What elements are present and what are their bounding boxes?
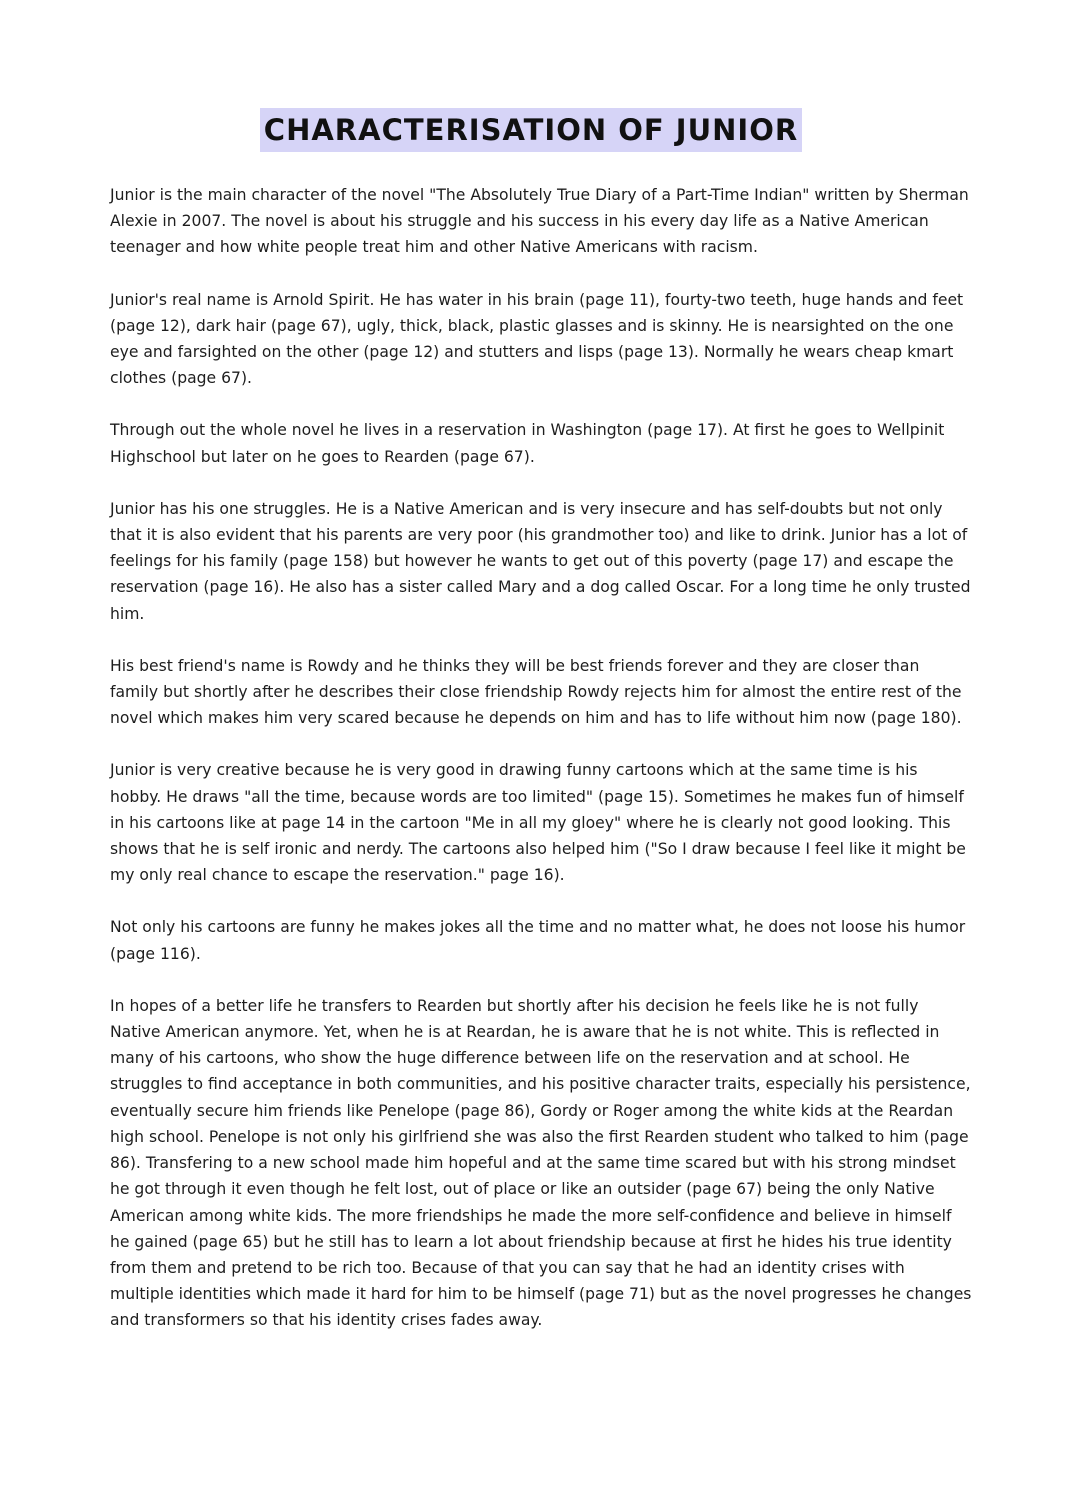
page-title: CHARACTERISATION OF JUNIOR	[260, 108, 802, 152]
paragraph-creativity: Junior is very creative because he is very good in drawing funny cartoons which at the same time is his hobby. He draws "all the time, because words are too limited" (page 15). Sometimes he makes fun of himself in his cartoons like at page 14 in the cartoon "Me in all my gloey" where he is clearly not good looking. This shows that he is self ironic and nerdy. The cartoons also helped him ("So I draw because I feel like it might be my only real chance to escape the reservation." page 16).	[110, 761, 966, 885]
paragraph-appearance: Junior's real name is Arnold Spirit. He has water in his brain (page 11), fourty-two teeth, huge hands and feet (page 12), dark hair (page 67), ugly, thick, black, plastic glasses and is skinny. He is nearsighted on the one eye and farsighted on the other (page 12) and stutters and lisps (page 13). Normally he wears cheap kmart clothes (page 67).	[110, 290, 964, 388]
paragraph-transfer: In hopes of a better life he transfers to Rearden but shortly after his decision he feels like he is not fully Native American anymore. Yet, when he is at Reardan, he is aware that he is not white. This is reflected in many of his cartoons, who show the huge difference between life on the reservation and at school. He struggles to find acceptance in both communities, and his positive character traits, especially his persistence, eventually secure him friends like Penelope (page 86), Gordy or Roger among the white kids at the Reardan high school. Penelope is not only his girlfriend she was also the first Rearden student who talked to him (page 86). Transfering to a new school made him hopeful and at the same time scared but with his strong mindset he got through it even though he felt lost, out of place or like an outsider (page 67) being the only Native American among white kids. The more friendships he made the more self-confidence and believe in himself he gained (page 65) but he still has to learn a lot about friendship because at first he hides his true identity from them and pretend to be rich too. Because of that you can say that he had an identity crises with multiple identities which made it hard for him to be himself (page 71) but as the novel progresses he changes and transformers so that his identity crises fades away.	[110, 996, 972, 1330]
title-container	[110, 108, 972, 156]
paragraph-residence: Through out the whole novel he lives in a reservation in Washington (page 17). At first he goes to Wellpinit Highschool but later on he goes to Rearden (page 67).	[110, 421, 945, 466]
paragraph-struggles: Junior has his one struggles. He is a Native American and is very insecure and has self-doubts but not only that it is also evident that his parents are very poor (his grandmother too) and like to drink. Junior has a lot of feelings for his family (page 158) but however he wants to get out of this poverty (page 17) and escape the reservation (page 16). He also has a sister called Mary and a dog called Oscar. For a long time he only trusted him.	[110, 499, 971, 623]
paragraph-best-friend: His best friend's name is Rowdy and he thinks they will be best friends forever and they are closer than family but shortly after he describes their close friendship Rowdy rejects him for almost the entire rest of the novel which makes him very scared because he depends on him and has to life without him now (page 180).	[110, 656, 962, 728]
paragraph-introduction: Junior is the main character of the novel "The Absolutely True Diary of a Part-Time Indian" written by Sherman Alexie in 2007. The novel is about his struggle and his success in his every day life as a Native American teenager and how white people treat him and other Native Americans with racism.	[110, 186, 969, 257]
paragraph-humor: Not only his cartoons are funny he makes jokes all the time and no matter what, he does not loose his humor (page 116).	[110, 918, 966, 963]
